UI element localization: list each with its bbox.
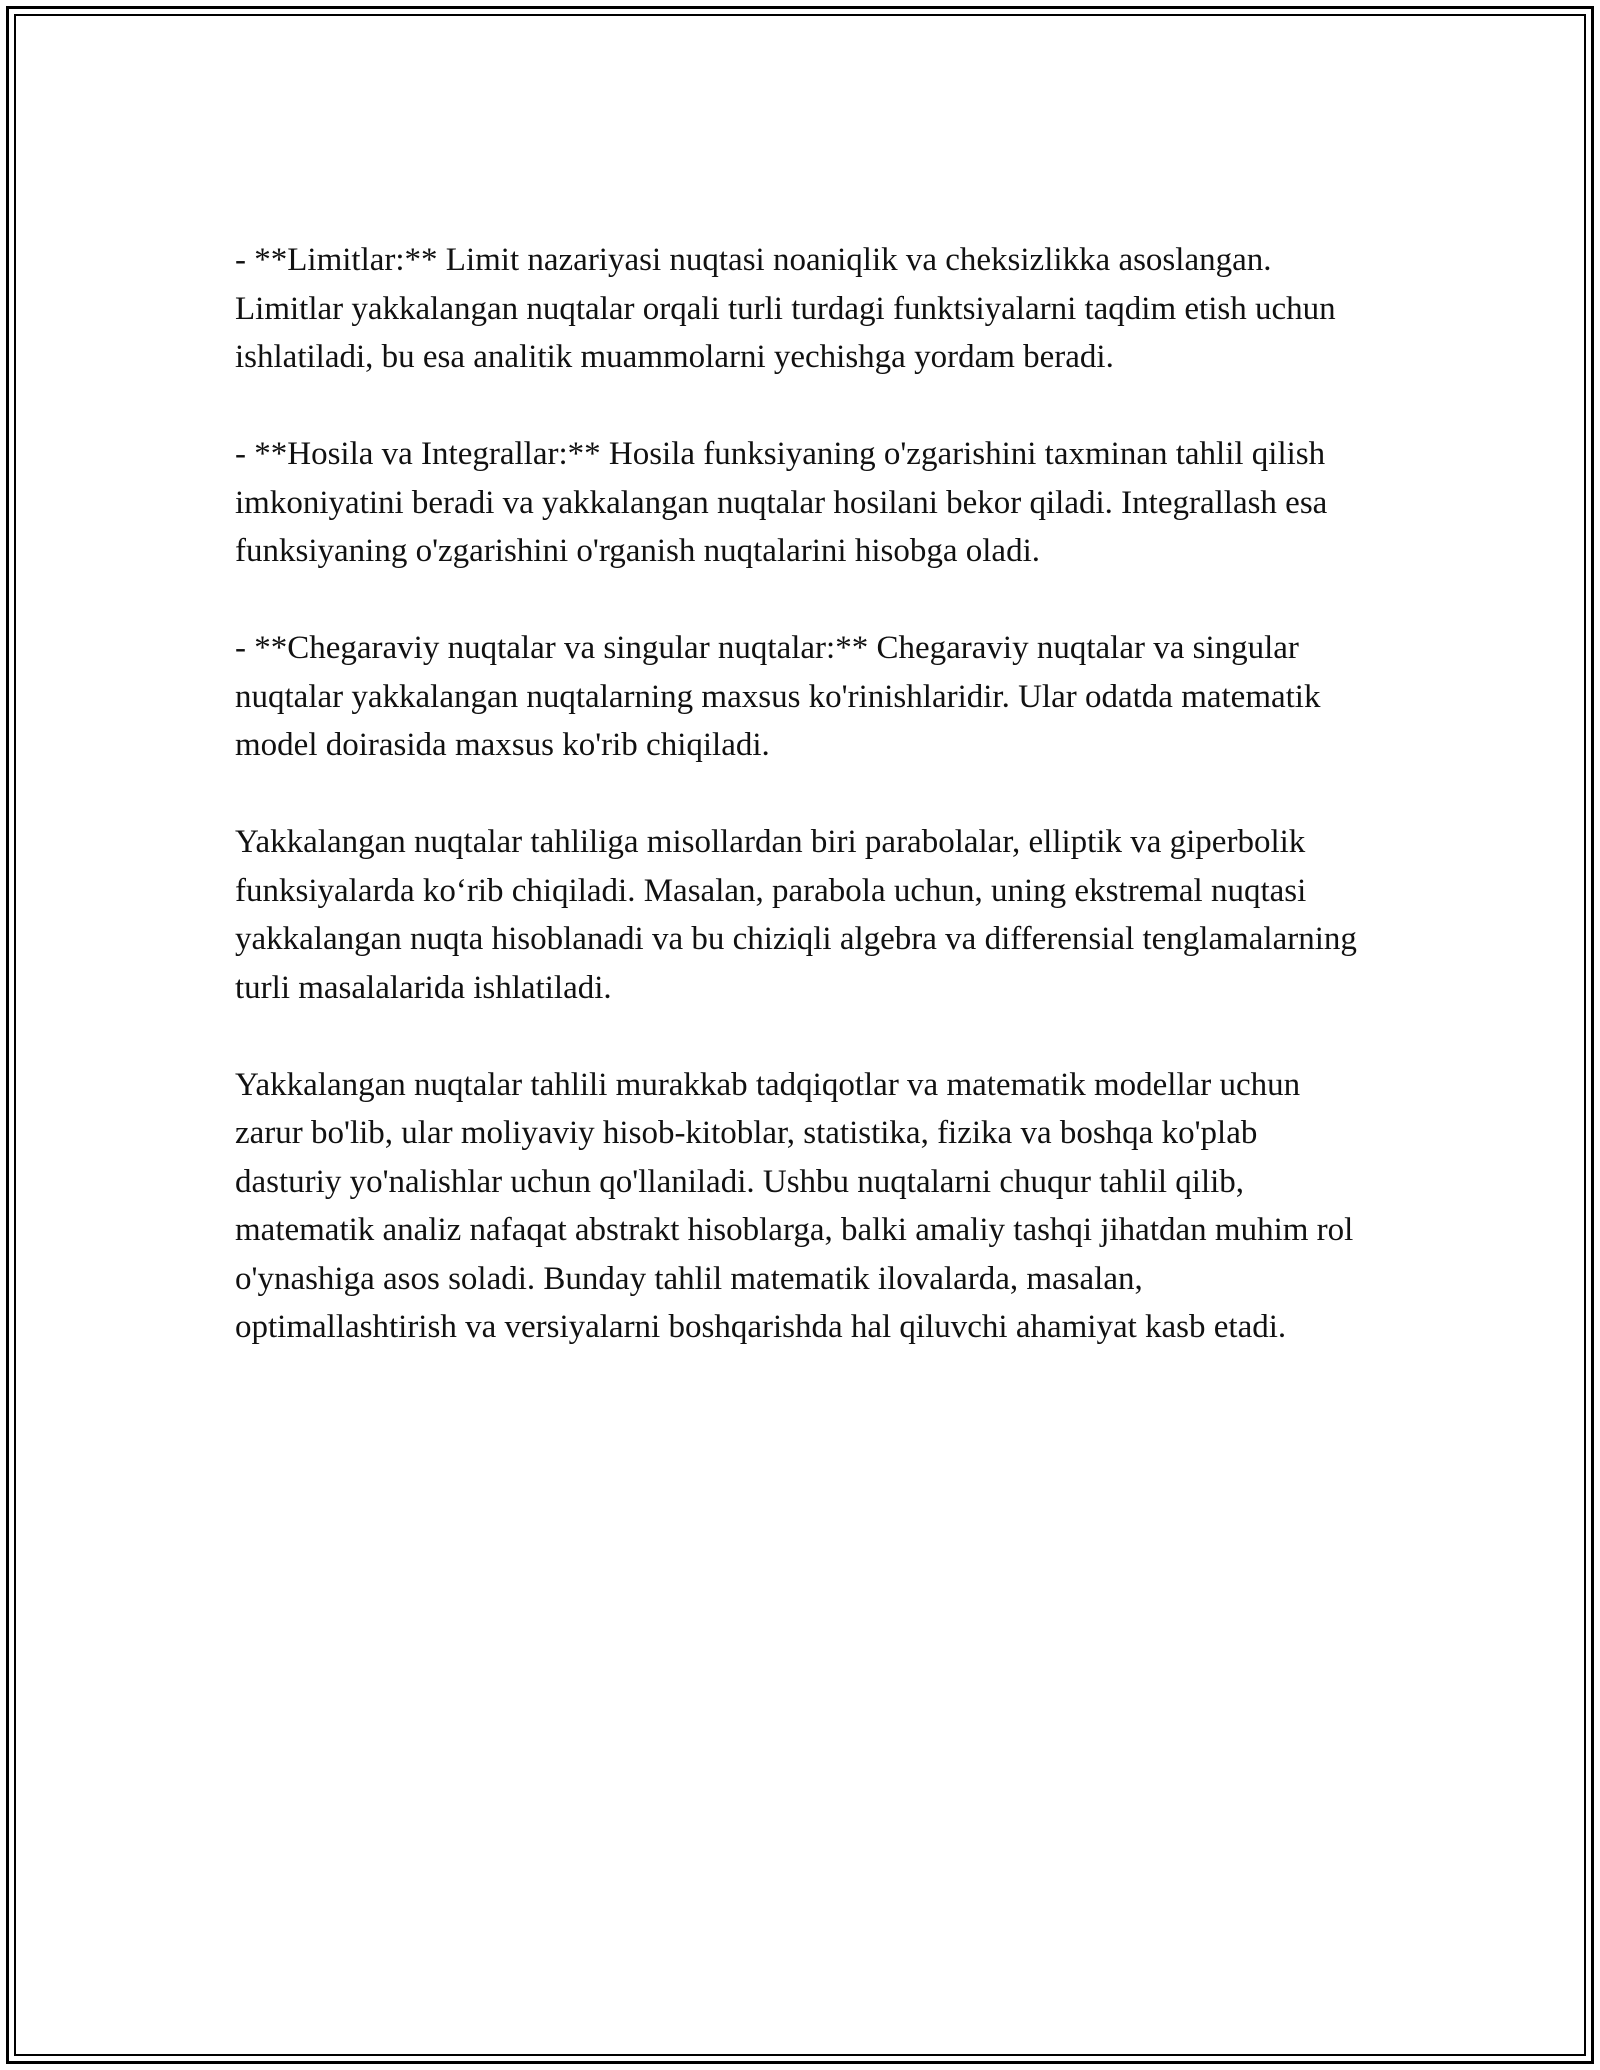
paragraph-chegaraviy-nuqtalar: - **Chegaraviy nuqtalar va singular nuqtalar:** Chegaraviy nuqtalar va singular nuqtalar yakkalangan nuqtalarning maxsus ko'rinishlaridir. Ular odatda matematik model doirasida maxsus ko'rib chiqiladi. bbox=[235, 630, 1321, 763]
paragraph-hosila-integrallar: - **Hosila va Integrallar:** Hosila funksiyaning o'zgarishini taxminan tahlil qilish imkoniyatini beradi va yakkalangan nuqtalar hosilani bekor qiladi. Integrallash esa funksiyaning o'zgarishini o'rganish nuqtalarini hisobga oladi. bbox=[235, 436, 1328, 569]
paragraph-limitlar: - **Limitlar:** Limit nazariyasi nuqtasi noaniqlik va cheksizlikka asoslangan. Limitlar yakkalangan nuqtalar orqali turli turdagi funktsiyalarni taqdim etish uchun ishlatiladi, bu esa analitik muammolarni yechishga yordam beradi. bbox=[235, 242, 1336, 375]
paragraph-misollar: Yakkalangan nuqtalar tahliliga misollardan biri parabolalar, elliptik va giperbolik funksiyalarda ko‘rib chiqiladi. Masalan, parabola uchun, uning ekstremal nuqtasi yakkalangan nuqta hisoblanadi va bu chiziqli algebra va differensial tenglamalarning turli masalalarida ishlatiladi. bbox=[235, 824, 1357, 1006]
document-body bbox=[235, 236, 1365, 1400]
paragraph-xulosa: Yakkalangan nuqtalar tahlili murakkab tadqiqotlar va matematik modellar uchun zarur bo'lib, ular moliyaviy hisob-kitoblar, statistika, fizika va boshqa ko'plab dasturiy yo'nalishlar uchun qo'llaniladi. Ushbu nuqtalarni chuqur tahlil qilib, matematik analiz nafaqat abstrakt hisoblarga, balki amaliy tashqi jihatdan muhim rol o'ynashiga asos soladi. Bunday tahlil matematik ilovalarda, masalan, optimallashtirish va versiyalarni boshqarishda hal qiluvchi ahamiyat kasb etadi. bbox=[235, 1066, 1354, 1345]
